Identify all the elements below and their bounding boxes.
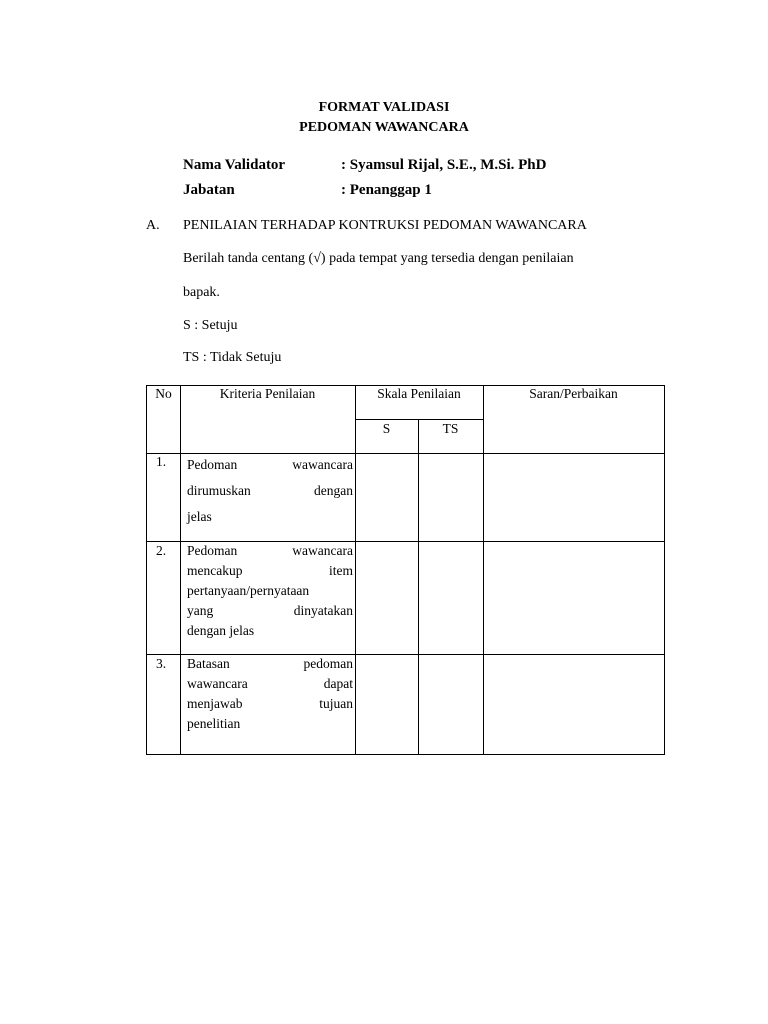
validator-name-value: : Syamsul Rijal, S.E., M.Si. PhD xyxy=(341,157,547,173)
header-scale-ts: TS xyxy=(442,421,459,436)
validator-position-value: : Penanggap 1 xyxy=(341,182,432,198)
header-scale-s: S xyxy=(382,421,391,436)
col-divider-ts xyxy=(483,386,484,754)
col-divider-criteria xyxy=(355,386,356,754)
row-3-no: 3. xyxy=(156,656,167,671)
section-marker: A. xyxy=(146,218,160,233)
col-divider-no xyxy=(180,386,181,754)
validator-position-label: Jabatan xyxy=(183,182,235,198)
validator-name-label: Nama Validator xyxy=(183,157,286,173)
row-1-no: 1. xyxy=(156,454,167,469)
row-3-criteria: Batasan pedoman wawancara dapat menjawab tujuan penelitian xyxy=(187,656,353,731)
row-1-criteria: Pedoman wawancara dirumuskan dengan jelas xyxy=(187,457,353,524)
legend-tidak-setuju: TS : Tidak Setuju xyxy=(183,350,282,365)
section-heading: PENILAIAN TERHADAP KONTRUKSI PEDOMAN WAWANCARA xyxy=(183,218,587,233)
row-2-no: 2. xyxy=(156,543,167,558)
row-2-criteria: Pedoman wawancara mencakup item pertanyaan/pernyataan yang dinyatakan dengan jelas xyxy=(187,543,353,638)
col-divider-s xyxy=(418,419,419,754)
document-title: FORMAT VALIDASI xyxy=(318,100,450,115)
assessment-table xyxy=(146,385,665,755)
header-suggestion: Saran/Perbaikan xyxy=(529,386,618,401)
document-subtitle: PEDOMAN WAWANCARA xyxy=(299,120,469,135)
instruction-text-continued: bapak. xyxy=(183,285,220,300)
header-no: No xyxy=(155,386,172,401)
header-criteria: Kriteria Penilaian xyxy=(219,386,316,401)
instruction-text: Berilah tanda centang (√) pada tempat yang tersedia dengan penilaian xyxy=(183,251,574,266)
legend-setuju: S : Setuju xyxy=(183,318,238,333)
header-scale: Skala Penilaian xyxy=(377,386,461,401)
